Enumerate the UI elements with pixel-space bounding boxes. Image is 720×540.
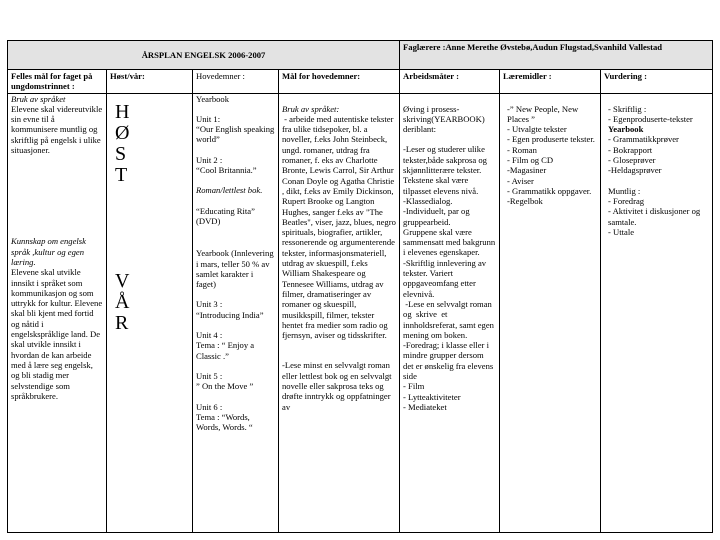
topic-educating-rita: “Educating Rita” (DVD) bbox=[196, 205, 258, 226]
method-item: Gruppene skal være sammensatt med bakgrunn i elevenes egenskaper. bbox=[403, 226, 498, 258]
topic-novel: Roman/lettlest bok. bbox=[196, 185, 263, 196]
topic-unit4-title: Tema : “ Enjoy a Classic .” bbox=[196, 340, 257, 361]
method-item: -Lese en selvvalgt roman og skrive et innholdsreferat, samt egen mening om boken. bbox=[403, 298, 497, 340]
goals-text-1: Elevene skal videreutvikle sin evne til å kommunisere muntlig og skriftlig på engelsk i ulike situasjoner. bbox=[11, 103, 105, 156]
method-item: - Lytteaktiviteter bbox=[403, 391, 461, 402]
assessment-item: - Grammatikkprøver bbox=[608, 134, 679, 145]
topic-unit3: Unit 3 : bbox=[196, 299, 223, 310]
goals-heading-1: Bruk av språket bbox=[11, 93, 66, 104]
topic-goals-cell bbox=[279, 93, 400, 532]
assessment-item: - Aktivitet i diskusjoner og samtale. bbox=[608, 206, 703, 227]
topic-unit6-title: Tema : “Words, Words, Words. “ bbox=[196, 411, 253, 433]
col-materials: Læremidler : bbox=[500, 70, 601, 94]
season-letter: Ø bbox=[115, 121, 130, 144]
topic-goals-text-2: -Lese minst en selvvalgt roman eller lettlest bok og en selvvalgt novelle eller sakprosa teks og drøfte inntrykk og oppfatninger av bbox=[282, 360, 394, 412]
topic-unit4: Unit 4 : bbox=[196, 330, 223, 341]
topic-goals-text-1: - arbeide med autentiske tekster fra ulike tidsepoker, bl. a noveller, f.eks John Steinbeck, ungd. romaner, utdrag fra romaner, f. eks av Charlotte Bronte, Lewis Carrol, Sir Arthur Conan Doyle og Agatha Christie , dikt, f.eks av Emily Dickinson, Rupert Brooke og Langton Hughes, sanger f.eks av "The Beatles", viser, jazz, blues, negro spirituals, biografier, artikler, ressonerende og argumenterende tekster, informasjonsmateriell, utdrag av skuespill, f.eks William Shakespeare og Tennesee Williams, utdrag av filmer, dramatiseringer av romaner og skuespill, musikkspill, filmer, tekster hentet fra medier som radio og fjernsyn, aviser og tidsskrifter. bbox=[282, 113, 399, 341]
season-letter: S bbox=[115, 142, 127, 165]
season-letter: H bbox=[115, 100, 130, 123]
teachers: Faglærere :Anne Merethe Øvstebø,Audun Flugstad,Svanhild Vallestad bbox=[400, 41, 713, 70]
method-item: - Film bbox=[403, 381, 425, 392]
assessment-item: Muntlig : bbox=[608, 185, 641, 196]
content-row bbox=[8, 93, 713, 532]
topic-unit5: Unit 5 : bbox=[196, 370, 223, 381]
assessment-cell bbox=[601, 93, 713, 532]
material-item: - Aviser bbox=[507, 175, 534, 186]
assessment-item: - Skriftlig : bbox=[608, 103, 647, 114]
materials-cell bbox=[500, 93, 601, 532]
season-letter: Å bbox=[115, 290, 130, 313]
topic-unit2-title: “Cool Britannia.” bbox=[196, 165, 257, 176]
season-spring bbox=[115, 271, 129, 334]
material-item: - Utvalgte tekster bbox=[507, 124, 567, 135]
assessment-item bbox=[604, 114, 709, 135]
method-item: -Klassedialog. bbox=[403, 195, 453, 206]
assessment-item: - Uttale bbox=[608, 226, 635, 237]
goals-text-2: Elevene skal utvikle innsikt i språket som kommunikasjon og som uttrykk for kultur. Elevene skal bli kjent med fortid og nåtid i engelskspråklige land. De skal utvikle innsikt i hvordan de kan arbeide med å lære seg engelsk, og bli stadig mer selvstendige som språkbrukere. bbox=[11, 267, 105, 401]
topic-goals-heading: Bruk av språket: bbox=[282, 103, 340, 114]
material-item: - Roman bbox=[507, 144, 537, 155]
method-item: -Individuelt, par og gruppearbeid. bbox=[403, 206, 472, 227]
assessment-item: - Gloseprøver bbox=[608, 155, 656, 166]
season-autumn bbox=[115, 102, 129, 186]
method-item: -Foredrag; i klasse eller i mindre grupper dersom det er ønskelig fra elevens side bbox=[403, 340, 496, 382]
season-letter: T bbox=[115, 163, 128, 186]
topic-yearbook-submission: Yearbook (Innlevering i mars, teller 50 % av samlet karakter i faget) bbox=[196, 248, 276, 290]
assessment-item-text: - Egenproduserte-tekster bbox=[608, 113, 695, 124]
method-item: -Leser og studerer ulike tekster,både sakprosa og skjønnlitterære tekster. Tekstene skal være tilpasset elevens nivå. bbox=[403, 144, 490, 196]
method-item: Øving i prosess-skriving(YEARBOOK) deriblant: bbox=[403, 103, 487, 135]
assessment-item: - Foredrag bbox=[608, 195, 645, 206]
material-item: - Grammatikk oppgaver. bbox=[507, 185, 592, 196]
goals-heading-2: Kunnskap om engelsk språk ,kultur og egen læring. bbox=[11, 236, 89, 267]
topic-unit2: Unit 2 : bbox=[196, 154, 223, 165]
col-methods: Arbeidsmåter : bbox=[400, 70, 500, 94]
assessment-item: - Bokrapport bbox=[608, 144, 653, 155]
season-letter: V bbox=[115, 269, 130, 292]
material-item: -” New People, New Places ” bbox=[507, 103, 581, 124]
material-item: -Regelbok bbox=[507, 196, 543, 207]
material-item: - Film og CD bbox=[507, 155, 554, 166]
col-assessment: Vurdering : bbox=[601, 70, 713, 94]
year-plan-table bbox=[7, 40, 713, 533]
plan-title: ÅRSPLAN ENGELSK 2006-2007 bbox=[8, 41, 400, 70]
season-letter: R bbox=[115, 311, 129, 334]
method-item: -Skriftlig innlevering av tekster. Variert oppgaveomfang etter elevnivå. bbox=[403, 257, 489, 299]
col-season: Høst/vår: bbox=[107, 70, 193, 94]
methods-cell bbox=[400, 93, 500, 532]
column-header-row bbox=[8, 70, 713, 94]
goals-cell bbox=[8, 93, 107, 532]
col-topics: Hovedemner : bbox=[193, 70, 279, 94]
material-item: - Egen produserte tekster. bbox=[507, 134, 595, 145]
header-row bbox=[8, 41, 713, 70]
col-topic-goals: Mål for hovedemner: bbox=[279, 70, 400, 94]
topic-unit1-title: “Our English speaking world” bbox=[196, 124, 277, 145]
topic-unit3-title: “Introducing India” bbox=[196, 309, 264, 320]
assessment-yearbook: Yearbook bbox=[608, 124, 644, 135]
material-item: -Magasiner bbox=[507, 165, 547, 176]
method-item: - Mediateket bbox=[403, 401, 447, 412]
season-cell bbox=[107, 93, 193, 532]
col-goals: Felles mål for faget på ungdomstrinnet : bbox=[8, 70, 107, 94]
assessment-item: -Heldagsprøver bbox=[608, 165, 662, 176]
topic-unit6: Unit 6 : bbox=[196, 401, 223, 412]
topic-unit5-title: ” On the Move ” bbox=[196, 381, 254, 392]
topics-cell bbox=[193, 93, 279, 532]
topic-yearbook: Yearbook bbox=[196, 93, 230, 104]
topic-unit1: Unit 1: bbox=[196, 113, 221, 124]
